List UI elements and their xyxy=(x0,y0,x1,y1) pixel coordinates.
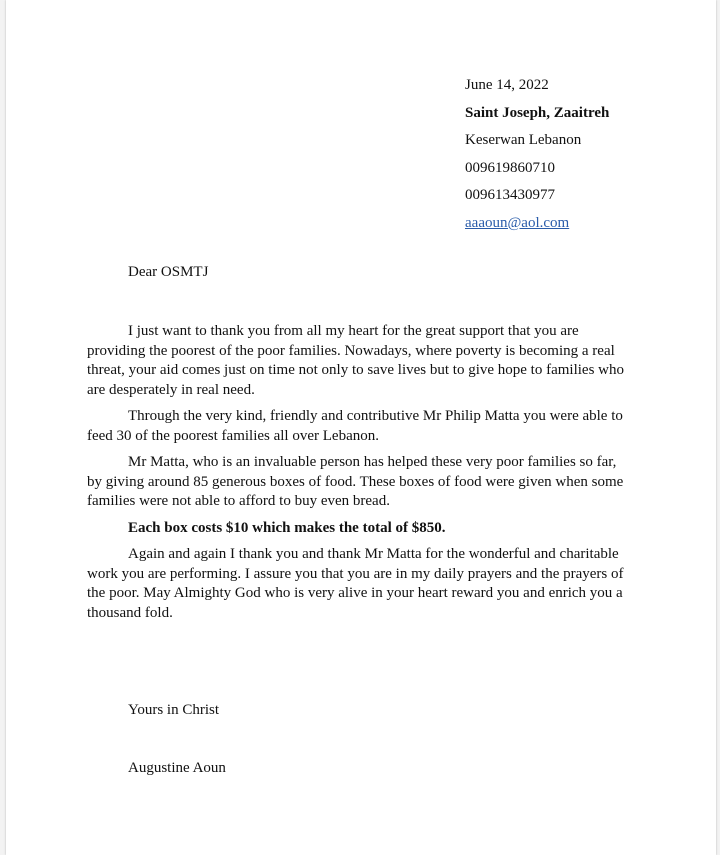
paragraph-prayers: Again and again I thank you and thank Mr Matta for the wonderful and charitable work you are performing. I assure you that you are in my daily prayers and the prayers of the poor. May Almighty God who is very alive in your heart reward you and enrich you a thousand fold. xyxy=(87,546,624,621)
sender-block xyxy=(465,72,609,237)
sender-phone-2: 009613430977 xyxy=(465,187,555,203)
signature-name: Augustine Aoun xyxy=(128,760,226,776)
paragraph-boxes-of-food: Mr Matta, who is an invaluable person has helped these very poor families so far, by giving around 85 generous boxes of food. These boxes of food were given when some families were not able to afford to buy even bread. xyxy=(87,454,624,509)
sender-phone-1: 009619860710 xyxy=(465,159,555,176)
salutation: Dear OSMTJ xyxy=(128,264,209,280)
paragraph-total-cost: Each box costs $10 which makes the total of $850. xyxy=(128,519,446,536)
sender-email-link[interactable]: aaaoun@aol.com xyxy=(465,214,570,231)
sender-location: Keserwan Lebanon xyxy=(465,132,582,148)
closing: Yours in Christ xyxy=(128,702,220,718)
letter-page xyxy=(6,0,716,855)
letter-body xyxy=(87,322,635,630)
paragraph-thanks: I just want to thank you from all my heart for the great support that you are providing the poorest of the poor families. Nowadays, where poverty is becoming a real threat, your aid comes just on time not only to save lives but to give hope to families who are desperately in real need. xyxy=(87,323,624,398)
sender-place: Saint Joseph, Zaaitreh xyxy=(465,104,610,121)
letter-date: June 14, 2022 xyxy=(465,77,549,93)
paragraph-families-fed: Through the very kind, friendly and contributive Mr Philip Matta you were able to feed 30 of the poorest families all over Lebanon. xyxy=(87,408,623,444)
